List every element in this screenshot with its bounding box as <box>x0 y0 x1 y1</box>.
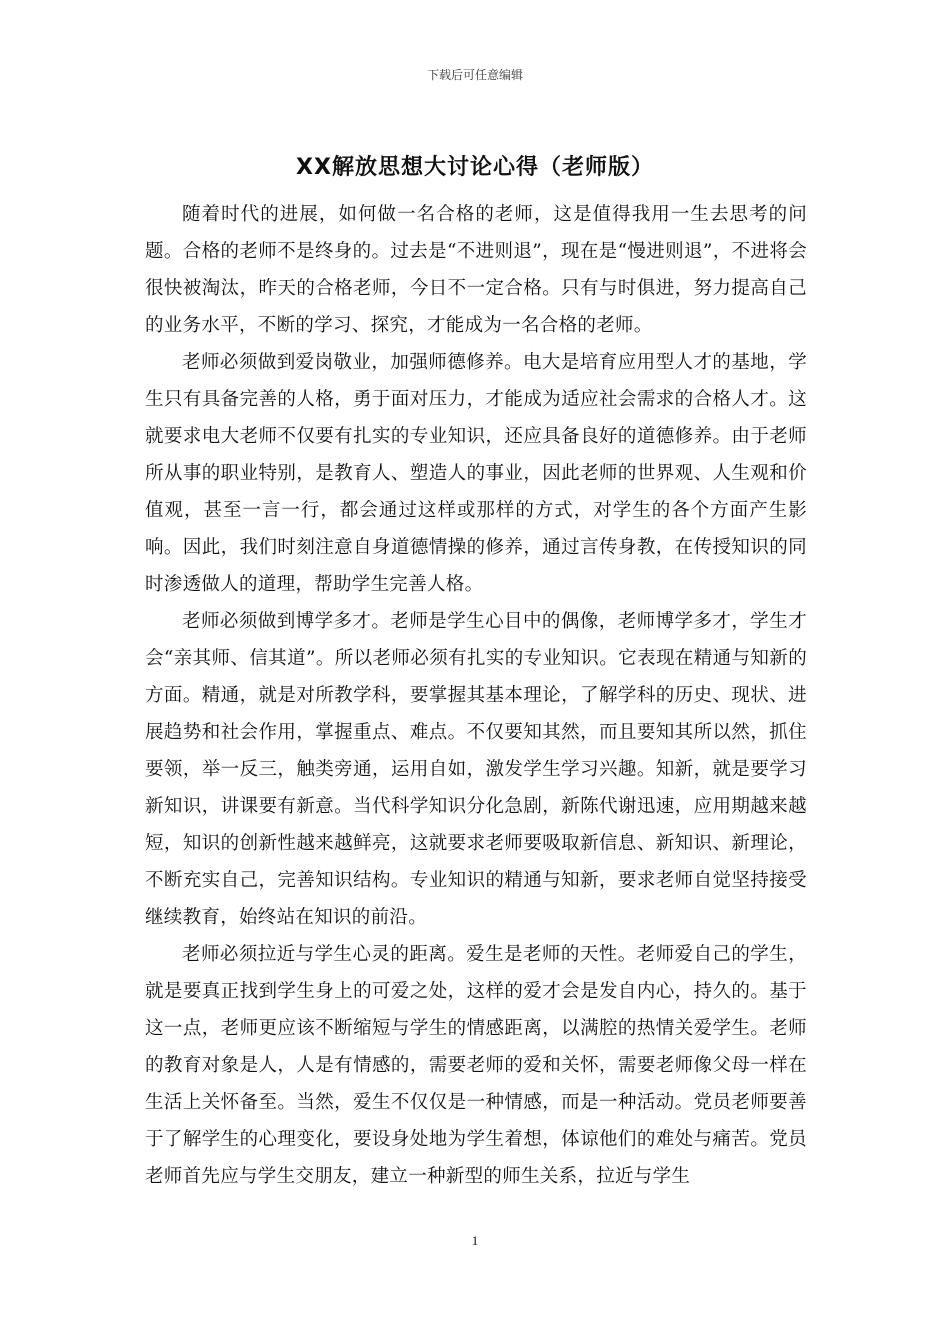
paragraph: 老师必须做到博学多才。老师是学生心目中的偶像，老师博学多才，学生才会“亲其师、信其道”。所以老师必须有扎实的专业知识。它表现在精通与知新的方面。精通，就是对所教学科，要掌握其基本理论，了解学科的历史、现状、进展趋势和社会作用，掌握重点、难点。不仅要知其然，而且要知其所以然，抓住要领，举一反三，触类旁通，运用自如，激发学生学习兴趣。知新，就是要学习新知识，讲课要有新意。当代科学知识分化急剧，新陈代谢迅速，应用期越来越短，知识的创新性越来越鲜亮，这就要求老师要吸取新信息、新知识、新理论，不断充实自己，完善知识结构。专业知识的精通与知新，要求老师自觉坚持接受继续教育，始终站在知识的前沿。 <box>145 611 807 928</box>
paragraph: 老师必须拉近与学生心灵的距离。爱生是老师的天性。老师爱自己的学生，就是要真正找到学生身上的可爱之处，这样的爱才会是发自内心，持久的。基于这一点，老师更应该不断缩短与学生的情感距离，以满腔的热情关爱学生。老师的教育对象是人，人是有情感的，需要老师的爱和关怀，需要老师像父母一样在生活上关怀备至。当然，爱生不仅仅是一种情感，而是一种活动。党员老师要善于了解学生的心理变化，要设身处地为学生着想，体谅他们的难处与痛苦。党员老师首先应与学生交朋友，建立一种新型的师生关系，拉近与学生 <box>145 944 807 1187</box>
document-body <box>145 196 807 1195</box>
page-header-note: 下载后可任意编辑 <box>426 68 523 82</box>
page-number: 1 <box>471 1233 479 1248</box>
document-title: XX解放思想大讨论心得（老师版） <box>296 155 654 180</box>
paragraph: 老师必须做到爱岗敬业，加强师德修养。电大是培育应用型人才的基地，学生只有具备完善的人格，勇于面对压力，才能成为适应社会需求的合格人才。这就要求电大老师不仅要有扎实的专业知识，还应具备良好的道德修养。由于老师所从事的职业特别，是教育人、塑造人的事业，因此老师的世界观、人生观和价值观，甚至一言一行，都会通过这样或那样的方式，对学生的各个方面产生影响。因此，我们时刻注意自身道德情操的修养，通过言传身教，在传授知识的同时渗透做人的道理，帮助学生完善人格。 <box>145 352 807 595</box>
paragraph: 随着时代的进展，如何做一名合格的老师，这是值得我用一生去思考的问题。合格的老师不是终身的。过去是“不进则退”，现在是“慢进则退”，不进将会很快被淘汰，昨天的合格老师，今日不一定合格。只有与时俱进，努力提高自己的业务水平，不断的学习、探究，才能成为一名合格的老师。 <box>145 204 807 336</box>
